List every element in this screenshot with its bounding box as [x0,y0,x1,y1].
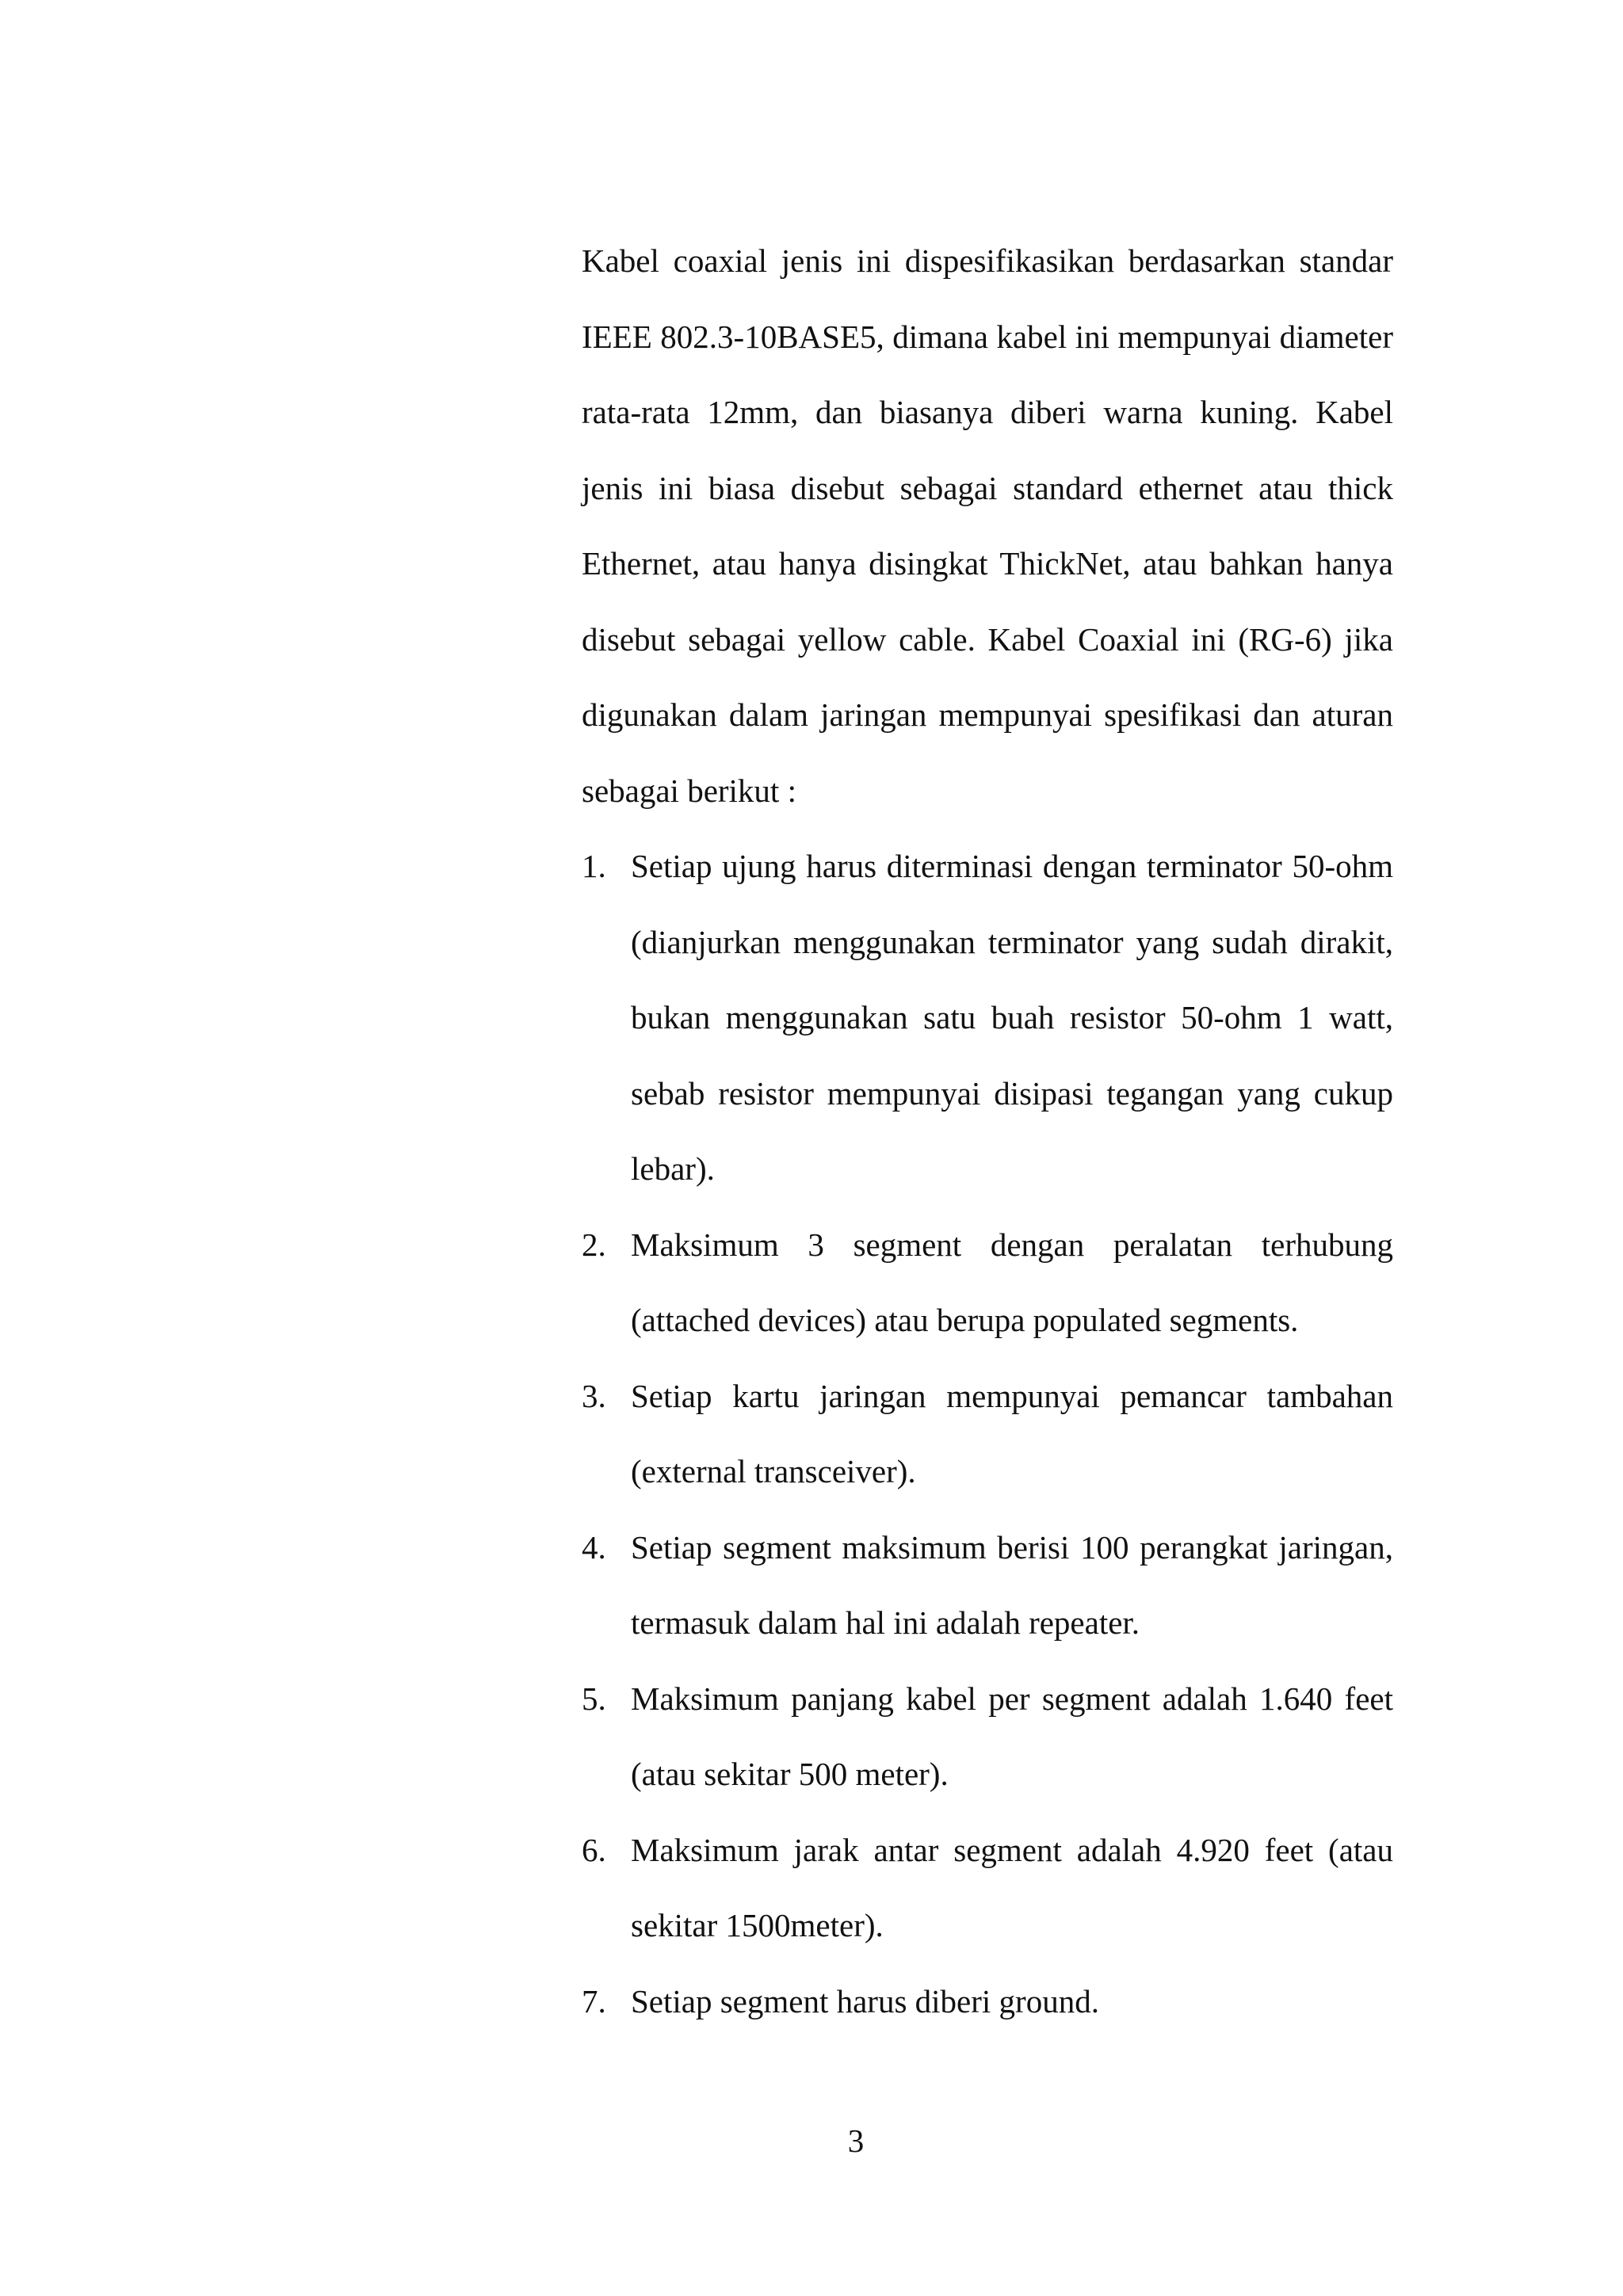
list-item-number: 4. [582,1528,606,1566]
list-item-number: 1. [582,848,606,884]
intro-paragraph: Kabel coaxial jenis ini dispesifikasikan berdasarkan standar IEEE 802.3-10BASE5, dimana kabel ini mempunyai diameter rata-rata 12mm, dan biasanya diberi warna kuning. Kabel jenis ini biasa disebut sebagai standard ethernet atau thick Ethernet, atau hanya disingkat ThickNet, atau bahkan hanya disebut sebagai yellow cable. Kabel Coaxial ini (RG-6) jika digunakan dalam jaringan mempunyai spesifikasi dan aturan sebagai berikut : [582,242,1393,809]
list-item-number: 2. [582,1226,606,1263]
list-item-text: Maksimum panjang kabel per segment adalah 1.640 feet (atau sekitar 500 meter). [631,1680,1393,1792]
list-item [582,1813,1393,1964]
list-item [582,829,1393,1207]
list-item-text: Maksimum jarak antar segment adalah 4.920 feet (atau sekitar 1500meter). [631,1831,1393,1943]
list-item-text: Setiap ujung harus diterminasi dengan terminator 50-ohm (dianjurkan menggunakan terminator yang sudah dirakit, bukan menggunakan satu buah resistor 50-ohm 1 watt, sebab resistor mempunyai disipasi tegangan yang cukup lebar). [631,848,1393,1187]
list-item-number: 5. [582,1680,606,1717]
list-item [582,1661,1393,1813]
page-content [582,223,1393,2039]
list-item [582,1207,1393,1359]
list-item-text: Setiap segment harus diberi ground. [631,1982,1099,2019]
list-item-text: Maksimum 3 segment dengan peralatan terhubung (attached devices) atau berupa populated segments. [631,1226,1393,1338]
list-item-text: Setiap kartu jaringan mempunyai pemancar tambahan (external transceiver). [631,1377,1393,1489]
list-item [582,1510,1393,1661]
rules-list [582,829,1393,2039]
list-item [582,1964,1393,2040]
page-number: 3 [847,2122,865,2159]
list-item [582,1359,1393,1510]
list-item-text: Setiap segment maksimum berisi 100 perangkat jaringan, termasuk dalam hal ini adalah repeater. [631,1528,1393,1641]
list-item-number: 7. [582,1982,606,2019]
list-item-number: 3. [582,1377,606,1414]
list-item-number: 6. [582,1831,606,1868]
